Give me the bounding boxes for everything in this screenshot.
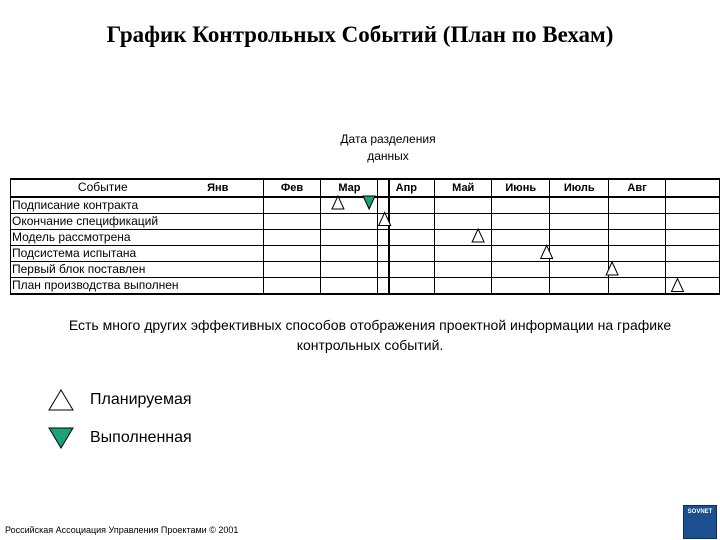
month-cell <box>321 197 378 214</box>
month-header-feb: Фев <box>263 179 321 197</box>
month-header-jun: Июнь <box>492 179 550 197</box>
event-name: Подписание контракта <box>11 197 264 214</box>
month-cell <box>435 246 492 262</box>
month-cell <box>665 214 719 230</box>
legend-completed <box>48 427 192 449</box>
table-row <box>11 230 720 246</box>
table-row <box>11 278 720 295</box>
event-name: План производства выполнен <box>11 278 264 295</box>
table-row <box>11 246 720 262</box>
month-cell <box>492 230 550 246</box>
month-cell <box>665 230 719 246</box>
sovnet-logo <box>683 505 717 539</box>
month-cell <box>492 278 550 295</box>
month-header-jul: Июль <box>550 179 609 197</box>
data-cutoff-label-line2: данных <box>367 149 409 163</box>
month-cell <box>435 230 492 246</box>
month-cell <box>609 278 666 295</box>
month-cell <box>435 278 492 295</box>
month-cell <box>550 230 609 246</box>
month-cell <box>492 262 550 278</box>
month-cell <box>665 262 719 278</box>
month-cell <box>609 214 666 230</box>
month-cell <box>378 246 435 262</box>
month-cell <box>492 197 550 214</box>
sovnet-logo-text: SOVNET <box>687 509 713 515</box>
month-cell <box>321 278 378 295</box>
event-name: Модель рассмотрена <box>11 230 264 246</box>
month-cell <box>492 246 550 262</box>
page-title: График Контрольных Событий (План по Вехам) <box>106 22 614 47</box>
event-column-header: Событие Янв <box>11 179 264 197</box>
month-cell <box>378 262 435 278</box>
month-cell <box>321 246 378 262</box>
month-cell <box>550 214 609 230</box>
event-name: Первый блок поставлен <box>11 262 264 278</box>
month-cell <box>435 214 492 230</box>
month-cell <box>492 214 550 230</box>
month-cell <box>263 197 321 214</box>
data-cutoff-label-line1: Дата разделения <box>340 132 436 146</box>
month-cell <box>378 278 435 295</box>
data-cutoff-line <box>388 178 390 294</box>
month-header-may: Май <box>435 179 492 197</box>
month-cell <box>550 278 609 295</box>
table-row <box>11 214 720 230</box>
milestone-table <box>10 178 720 295</box>
copyright-footer: Российская Ассоциация Управления Проектами © 2001 <box>5 525 239 535</box>
legend-planned-label: Планируемая <box>90 391 192 408</box>
month-cell <box>550 262 609 278</box>
month-cell <box>609 197 666 214</box>
month-header-jan: Янв <box>207 182 229 194</box>
completed-triangle-icon <box>48 427 74 449</box>
month-cell <box>609 262 666 278</box>
month-header-mar: Мар <box>321 179 378 197</box>
table-row <box>11 197 720 214</box>
month-cell <box>263 246 321 262</box>
month-cell <box>435 197 492 214</box>
month-cell <box>378 230 435 246</box>
month-cell <box>609 230 666 246</box>
month-cell <box>263 214 321 230</box>
month-cell <box>665 278 719 295</box>
month-header-extra <box>665 179 719 197</box>
month-cell <box>263 278 321 295</box>
month-cell <box>321 262 378 278</box>
event-name: Подсистема испытана <box>11 246 264 262</box>
month-cell <box>550 197 609 214</box>
month-cell <box>378 197 435 214</box>
month-header-apr: Апр <box>378 179 435 197</box>
legend-completed-label: Выполненная <box>90 429 192 446</box>
month-cell <box>263 262 321 278</box>
month-cell <box>378 214 435 230</box>
month-cell <box>665 246 719 262</box>
legend-planned <box>48 389 192 411</box>
data-cutoff-label <box>318 131 458 165</box>
table-header-row <box>11 179 720 197</box>
month-cell <box>435 262 492 278</box>
month-cell <box>321 214 378 230</box>
month-cell <box>263 230 321 246</box>
event-name: Окончание спецификаций <box>11 214 264 230</box>
table-row <box>11 262 720 278</box>
month-header-aug: Авг <box>609 179 666 197</box>
planned-triangle-icon <box>48 389 74 411</box>
month-cell <box>609 246 666 262</box>
month-cell <box>550 246 609 262</box>
month-cell <box>321 230 378 246</box>
explanatory-note: Есть много других эффективных способов отображения проектной информации на графике контрольных событий. <box>68 317 672 353</box>
month-cell <box>665 197 719 214</box>
